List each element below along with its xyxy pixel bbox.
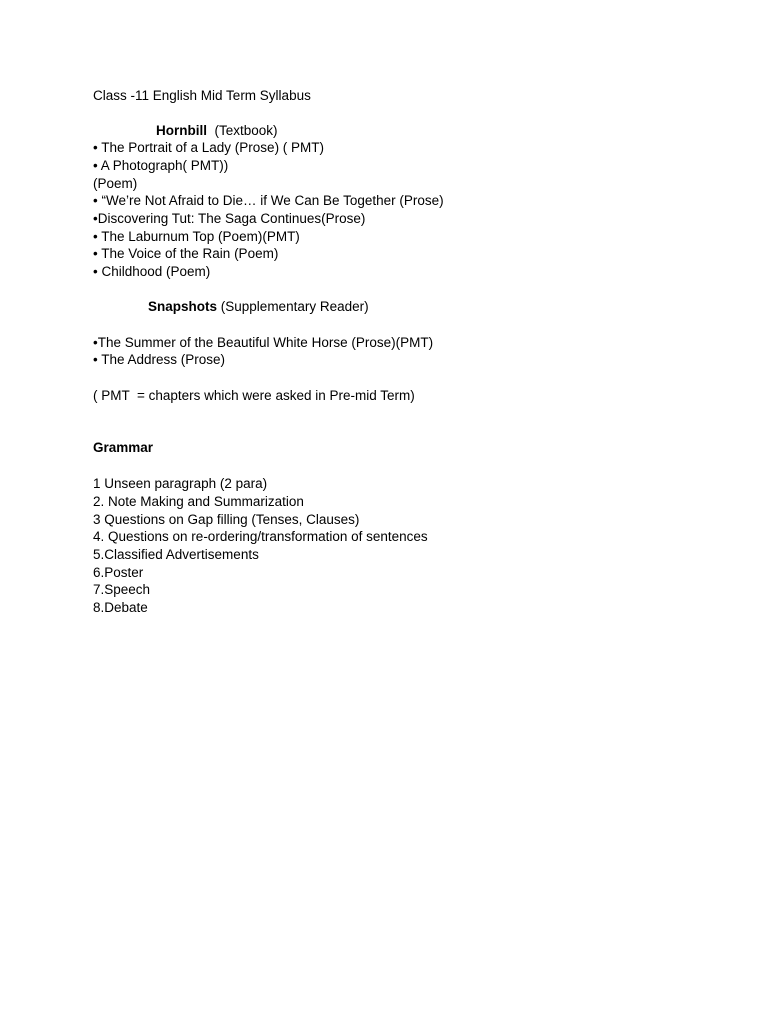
grammar-item: 2. Note Making and Summarization xyxy=(93,494,304,509)
hornbill-item: (Poem) xyxy=(93,176,138,191)
snapshots-subheading: (Supplementary Reader) xyxy=(220,299,369,314)
hornbill-heading: Hornbill xyxy=(156,123,207,138)
grammar-item: 5.Classified Advertisements xyxy=(93,547,259,562)
hornbill-subheading: (Textbook) xyxy=(214,123,278,138)
grammar-heading: Grammar xyxy=(93,440,154,455)
hornbill-item: • The Voice of the Rain (Poem) xyxy=(93,246,279,261)
hornbill-item: • The Laburnum Top (Poem)(PMT) xyxy=(93,229,300,244)
hornbill-item: • A Photograph( PMT)) xyxy=(93,158,229,173)
grammar-item: 3 Questions on Gap filling (Tenses, Clauses) xyxy=(93,512,360,527)
hornbill-item: •Discovering Tut: The Saga Continues(Prose) xyxy=(93,211,366,226)
grammar-item: 6.Poster xyxy=(93,565,144,580)
grammar-item: 4. Questions on re-ordering/transformation of sentences xyxy=(93,529,428,544)
pmt-note: ( PMT = chapters which were asked in Pre-mid Term) xyxy=(93,388,415,403)
hornbill-item: • Childhood (Poem) xyxy=(93,264,211,279)
hornbill-item: • The Portrait of a Lady (Prose) ( PMT) xyxy=(93,140,325,155)
hornbill-item: • “We’re Not Afraid to Die… if We Can Be Together (Prose) xyxy=(93,193,444,208)
document-title: Class -11 English Mid Term Syllabus xyxy=(93,88,311,103)
snapshots-item: • The Address (Prose) xyxy=(93,352,226,367)
grammar-item: 7.Speech xyxy=(93,582,151,597)
snapshots-heading-line xyxy=(148,299,369,315)
grammar-item: 8.Debate xyxy=(93,600,148,615)
hornbill-heading-line xyxy=(156,123,278,139)
snapshots-item: •The Summer of the Beautiful White Horse (Prose)(PMT) xyxy=(93,335,434,350)
snapshots-heading: Snapshots xyxy=(148,299,218,314)
grammar-item: 1 Unseen paragraph (2 para) xyxy=(93,476,268,491)
